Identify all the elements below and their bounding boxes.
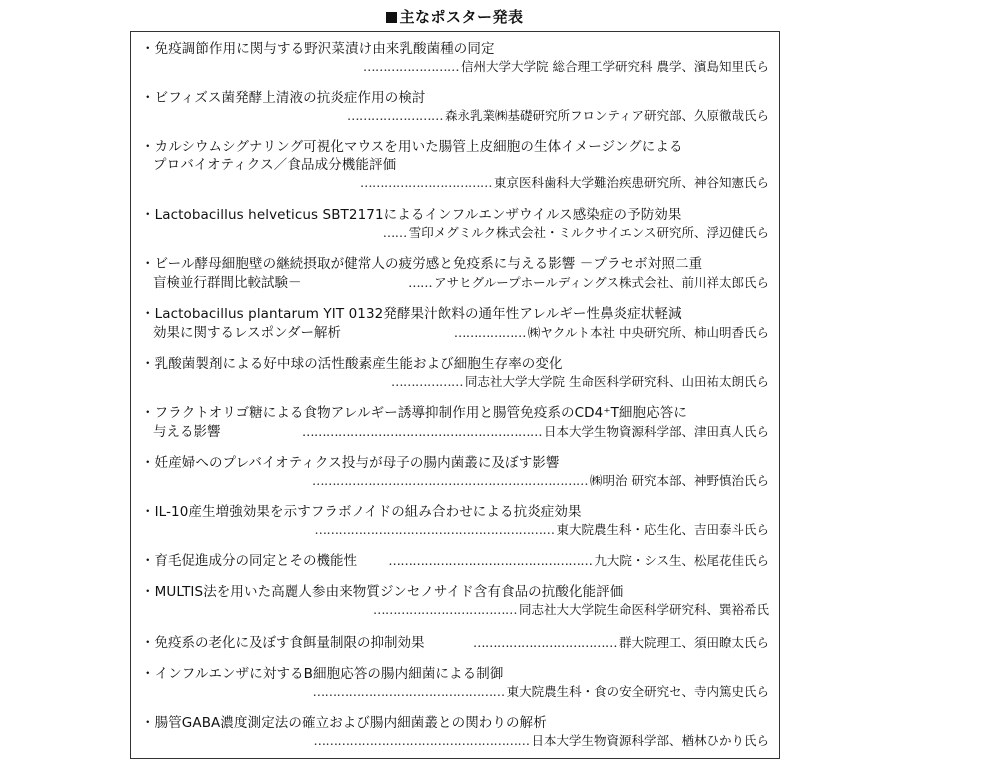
poster-author-line (141, 174, 769, 191)
poster-item (141, 665, 769, 700)
poster-author-line (141, 732, 769, 749)
poster-item (141, 355, 769, 390)
poster-title: ・IL-10産生増強効果を示すフラボノイドの組み合わせによる抗炎症効果 (141, 504, 582, 520)
poster-author: 九大院・シス生、松尾花佳氏ら (594, 553, 769, 568)
leader-dots: …………………………………………………… (301, 424, 542, 439)
leader-dots: ………………………………………… (312, 684, 505, 699)
leader-dots: …………………… (346, 108, 443, 123)
poster-author: 同志社大大学院生命医科学研究科、巽裕希氏 (518, 602, 769, 617)
poster-author: 日本大学生物資源科学部、津田真人氏ら (543, 424, 769, 439)
leader-dots: ……………………………… (372, 602, 517, 617)
poster-item (141, 404, 769, 441)
poster-author: ㈱ヤクルト本社 中央研究所、柿山明香氏ら (527, 325, 769, 340)
poster-author: 東大院農生科・食の安全研究セ、寺内篤史氏ら (506, 684, 769, 699)
poster-title: ・妊産婦へのプレバイオティクス投与が母子の腸内菌叢に及ぼす影響 (141, 455, 560, 471)
poster-author: 群大院理工、須田瞭太氏ら (618, 635, 769, 650)
poster-title: ・Lactobacillus helveticus SBT2171によるインフルエンザウイルス感染症の予防効果 (141, 207, 682, 223)
poster-author: ㈱明治 研究本部、神野慎治氏ら (590, 473, 769, 488)
poster-item (141, 633, 769, 652)
poster-author: 日本大学生物資源科学部、楢林ひかり氏ら (531, 733, 769, 748)
leader-dots: ……………………………………………… (313, 733, 530, 748)
leader-dots: …………………………… (359, 175, 492, 190)
leader-dots: ……………… (453, 325, 526, 340)
poster-title: ・インフルエンザに対するB細胞応答の腸内細菌による制御 (141, 666, 504, 682)
heading-text: 主なポスター発表 (399, 8, 524, 26)
poster-author: 東京医科歯科大学難治疾患研究所、神谷知憲氏ら (493, 175, 769, 190)
poster-title-author-line (141, 633, 769, 652)
poster-title-author-line (141, 273, 769, 292)
poster-item (141, 454, 769, 489)
leader-dots: ……………………………… (472, 635, 617, 650)
poster-list-box (130, 31, 780, 759)
poster-title-author-line (141, 323, 769, 342)
poster-item (141, 305, 769, 342)
poster-item (141, 206, 769, 241)
poster-item (141, 138, 769, 191)
poster-item (141, 503, 769, 538)
poster-title: ・ビール酵母細胞壁の継続摂取が健常人の疲労感と免疫系に与える影響 －プラセボ対照二重 (141, 256, 703, 272)
poster-title: ・Lactobacillus plantarum YIT 0132発酵果汁飲料の通年性アレルギー性鼻炎症状軽減 (141, 306, 682, 322)
poster-author-line (141, 373, 769, 390)
poster-author: 同志社大学大学院 生命医科学研究科、山田祐太朗氏ら (465, 374, 769, 389)
poster-item (141, 583, 769, 618)
poster-author: アサヒグループホールディングス株式会社、前川祥太郎氏ら (434, 275, 769, 290)
poster-author-line (141, 521, 769, 538)
poster-title-continued: プロバイオティクス／食品成分機能評価 (153, 157, 397, 173)
leader-dots: …………………………………………… (388, 553, 593, 568)
poster-author-line (141, 58, 769, 75)
leader-dots: …………………………………………………… (314, 522, 555, 537)
poster-title: ・育毛促進成分の同定とその機能性 (141, 553, 357, 569)
poster-author-line (141, 683, 769, 700)
poster-item (141, 255, 769, 292)
poster-title: ・腸管GABA濃度測定法の確立および腸内細菌叢との関わりの解析 (141, 715, 547, 731)
poster-author: 信州大学大学院 総合理工学研究科 農学、濱島知里氏ら (461, 59, 769, 74)
poster-item (141, 714, 769, 749)
poster-title: ・MULTIS法を用いた高麗人参由来物質ジンセノサイド含有食品の抗酸化能評価 (141, 584, 624, 600)
poster-title-author-line (141, 422, 769, 441)
poster-title: ・フラクトオリゴ糖による食物アレルギー誘導抑制作用と腸管免疫系のCD4⁺T細胞応答に (141, 405, 687, 421)
poster-title: ・カルシウムシグナリング可視化マウスを用いた腸管上皮細胞の生体イメージングによる (141, 139, 683, 155)
poster-title-author-line (141, 551, 769, 570)
poster-author: 森永乳業㈱基礎研究所フロンティア研究部、久原徹哉氏ら (444, 108, 769, 123)
poster-item (141, 89, 769, 124)
poster-title: ・免疫系の老化に及ぼす食餌量制限の抑制効果 (141, 635, 425, 651)
leader-dots: …… (382, 225, 407, 240)
poster-author-line (141, 601, 769, 618)
leader-dots: …………………… (363, 59, 460, 74)
poster-author-line (141, 472, 769, 489)
poster-title: ・乳酸菌製剤による好中球の活性酸素産生能および細胞生存率の変化 (141, 356, 563, 372)
poster-author: 東大院農生科・応生化、吉田泰斗氏ら (556, 522, 769, 537)
square-bullet-icon (386, 12, 397, 23)
poster-item (141, 551, 769, 570)
leader-dots: …… (408, 275, 433, 290)
section-heading (0, 6, 910, 27)
poster-author-line (141, 107, 769, 124)
poster-author: 雪印メグミルク株式会社・ミルクサイエンス研究所、浮辺健氏ら (408, 225, 769, 240)
poster-title: ・免疫調節作用に関与する野沢菜漬け由来乳酸菌種の同定 (141, 41, 495, 57)
poster-title-continued: 盲検並行群間比較試験－ (153, 275, 302, 291)
leader-dots: …………………………………………………………… (312, 473, 589, 488)
poster-author-line (141, 224, 769, 241)
poster-title: ・ビフィズス菌発酵上清液の抗炎症作用の検討 (141, 90, 426, 106)
poster-title-continued: 与える影響 (153, 424, 221, 440)
poster-item (141, 40, 769, 75)
poster-title-continued: 効果に関するレスポンダー解析 (153, 325, 342, 341)
leader-dots: ……………… (391, 374, 464, 389)
